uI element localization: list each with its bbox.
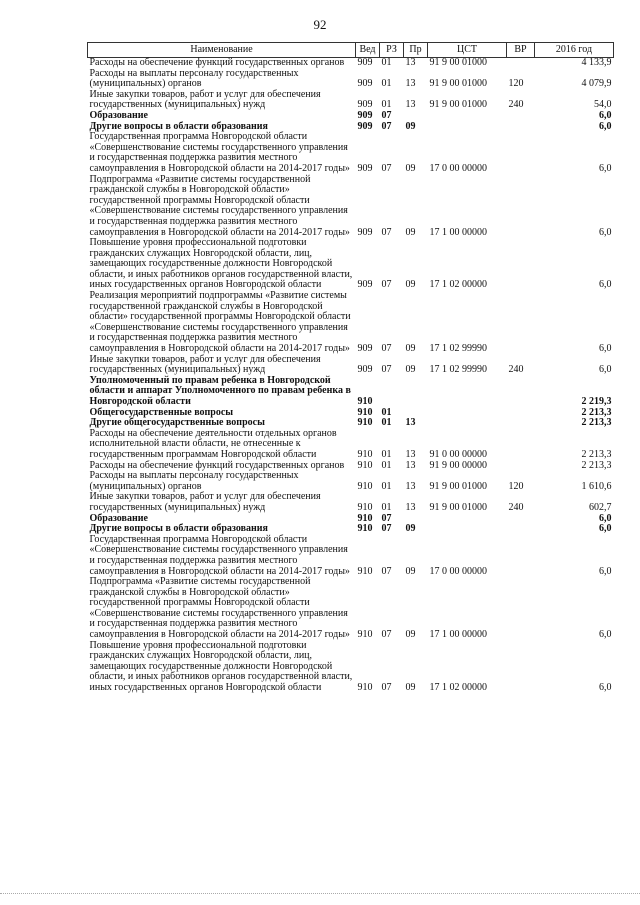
row-amount: 2 213,3 bbox=[581, 406, 612, 418]
row-cst bbox=[428, 376, 507, 408]
table-row bbox=[88, 492, 614, 513]
row-rz: 01 bbox=[381, 417, 392, 429]
row-vr bbox=[507, 641, 535, 694]
row-name: Другие общегосударственные вопросы bbox=[89, 417, 265, 429]
row-rz: 01 bbox=[381, 480, 392, 492]
row-name: Другие вопросы в области образования bbox=[89, 523, 268, 535]
header-cst: ЦСТ bbox=[428, 43, 507, 58]
table-row bbox=[88, 90, 614, 111]
row-vr bbox=[507, 111, 535, 122]
row-name: Государственная программа Новгородской области «Совершенствование системы государственного управления и государственная поддержка развития местного самоуправления в Новгородской области на 2014-2017 годы» bbox=[89, 131, 350, 174]
row-amount: 6,0 bbox=[599, 364, 612, 376]
row-vr bbox=[507, 535, 535, 577]
table-row bbox=[88, 69, 614, 90]
row-pr: 09 bbox=[405, 682, 416, 694]
row-ved: 909 bbox=[357, 120, 373, 132]
row-vr bbox=[507, 408, 535, 419]
row-rz: 07 bbox=[381, 565, 392, 577]
row-amount: 6,0 bbox=[599, 682, 612, 694]
row-pr: 13 bbox=[405, 417, 416, 429]
row-name: Иные закупки товаров, работ и услуг для обеспечения государственных (муниципальных) нужд bbox=[89, 491, 321, 513]
row-vr bbox=[507, 122, 535, 133]
row-ved: 909 bbox=[357, 162, 373, 174]
row-ved: 910 bbox=[357, 417, 373, 429]
row-amount: 4 133,9 bbox=[581, 57, 612, 68]
row-name: Расходы на обеспечение функций государственных органов bbox=[89, 57, 345, 68]
row-cst: 17 1 02 99990 bbox=[429, 364, 487, 376]
row-name: Расходы на обеспечение функций государственных органов bbox=[89, 459, 345, 471]
row-vr: 240 bbox=[508, 501, 524, 513]
row-vr bbox=[507, 238, 535, 291]
row-cst: 17 1 02 00000 bbox=[429, 279, 487, 291]
row-rz: 07 bbox=[381, 109, 392, 121]
table-row bbox=[88, 291, 614, 355]
row-cst: 17 1 00 00000 bbox=[429, 629, 487, 641]
row-pr: 13 bbox=[405, 78, 416, 90]
row-pr: 09 bbox=[405, 279, 416, 291]
row-amount: 2 213,3 bbox=[581, 417, 612, 429]
row-name: Реализация мероприятий подпрограммы «Развитие системы государственной гражданской службы в Новгородской области» государственной программы Новгородской области «Совершенствование системы государственного управления и государственная поддержка развития местного самоуправления в Новгородской области на 2014-2017 годы» bbox=[89, 290, 351, 355]
row-cst: 17 0 00 00000 bbox=[429, 162, 487, 174]
table-row bbox=[88, 535, 614, 577]
table-row bbox=[88, 132, 614, 174]
row-amount: 6,0 bbox=[599, 523, 612, 535]
row-ved: 909 bbox=[357, 109, 373, 121]
row-rz: 07 bbox=[381, 523, 392, 535]
row-ved: 910 bbox=[357, 501, 373, 513]
header-vr: ВР bbox=[507, 43, 535, 58]
table-row bbox=[88, 429, 614, 461]
row-rz: 07 bbox=[381, 682, 392, 694]
row-pr: 09 bbox=[405, 343, 416, 355]
row-name: Образование bbox=[89, 109, 148, 121]
row-rz: 07 bbox=[381, 279, 392, 291]
row-pr: 13 bbox=[405, 99, 416, 111]
row-amount: 6,0 bbox=[599, 226, 612, 238]
row-name: Другие вопросы в области образования bbox=[89, 120, 268, 132]
row-vr bbox=[507, 58, 535, 69]
row-cst: 91 9 00 01000 bbox=[429, 501, 487, 513]
row-name: Повышение уровня профессиональной подготовки гражданских служащих Новгородской области, лиц, замещающих государственные должности Новгородской области, и иных работников органов государственной власти, иных государственных органов Новгородской области bbox=[89, 237, 353, 291]
row-vr bbox=[507, 524, 535, 535]
row-pr: 09 bbox=[405, 523, 416, 535]
table-body bbox=[88, 58, 614, 694]
row-ved: 910 bbox=[357, 629, 373, 641]
row-vr bbox=[507, 514, 535, 525]
row-amount: 6,0 bbox=[599, 629, 612, 641]
row-pr: 13 bbox=[405, 459, 416, 471]
row-amount: 2 213,3 bbox=[581, 459, 612, 471]
row-cst bbox=[428, 408, 507, 419]
row-vr: 240 bbox=[508, 99, 524, 111]
row-name: Подпрограмма «Развитие системы государственной гражданской службы в Новгородской области» государственной программы Новгородской области «Совершенствование системы государственного управления и государственная поддержка развития местного самоуправления в Новгородской области на 2014-2017 годы» bbox=[89, 576, 350, 641]
row-cst: 91 9 00 01000 bbox=[429, 99, 487, 111]
table-row bbox=[88, 641, 614, 694]
header-pr: Пр bbox=[404, 43, 428, 58]
row-name: Уполномоченный по правам ребенка в Новгородской области и аппарат Уполномоченного по правам ребенка в Новгородской области bbox=[89, 374, 351, 407]
row-vr bbox=[507, 418, 535, 429]
row-cst bbox=[428, 122, 507, 133]
row-pr: 09 bbox=[405, 565, 416, 577]
row-amount: 6,0 bbox=[599, 565, 612, 577]
row-ved: 910 bbox=[357, 448, 373, 460]
row-pr: 13 bbox=[405, 448, 416, 460]
row-rz: 01 bbox=[381, 406, 392, 418]
row-pr bbox=[404, 111, 428, 122]
row-name: Образование bbox=[89, 512, 148, 524]
row-name: Расходы на выплаты персоналу государственных (муниципальных) органов bbox=[89, 67, 299, 90]
row-ved: 909 bbox=[357, 57, 373, 68]
row-amount: 4 079,9 bbox=[581, 78, 612, 90]
page-bottom-edge bbox=[0, 893, 640, 895]
row-pr: 09 bbox=[405, 364, 416, 376]
table-row bbox=[88, 111, 614, 122]
row-ved: 910 bbox=[357, 459, 373, 471]
row-vr bbox=[507, 429, 535, 461]
row-pr: 09 bbox=[405, 162, 416, 174]
table-row bbox=[88, 175, 614, 239]
row-ved: 910 bbox=[357, 565, 373, 577]
table-row bbox=[88, 577, 614, 641]
row-vr bbox=[507, 175, 535, 239]
row-vr bbox=[507, 577, 535, 641]
row-pr: 13 bbox=[405, 501, 416, 513]
row-ved: 909 bbox=[357, 279, 373, 291]
row-ved: 909 bbox=[357, 343, 373, 355]
row-name: Расходы на выплаты персоналу государственных (муниципальных) органов bbox=[89, 470, 299, 492]
row-vr bbox=[507, 291, 535, 355]
table-row bbox=[88, 471, 614, 492]
row-ved: 910 bbox=[357, 512, 373, 524]
row-rz: 01 bbox=[381, 78, 392, 90]
row-amount: 6,0 bbox=[599, 109, 612, 121]
row-ved: 909 bbox=[357, 99, 373, 111]
table-row bbox=[88, 58, 614, 69]
row-ved: 909 bbox=[357, 78, 373, 90]
row-vr: 120 bbox=[508, 480, 524, 492]
row-rz: 01 bbox=[381, 459, 392, 471]
table-row bbox=[88, 376, 614, 408]
row-amount: 1 610,6 bbox=[581, 480, 612, 492]
row-rz: 07 bbox=[381, 364, 392, 376]
row-rz: 07 bbox=[381, 512, 392, 524]
row-pr: 13 bbox=[405, 57, 416, 68]
row-cst: 91 9 00 01000 bbox=[429, 480, 487, 492]
row-ved: 910 bbox=[357, 682, 373, 694]
row-cst: 91 9 00 01000 bbox=[429, 57, 487, 68]
row-cst: 17 1 02 99990 bbox=[429, 343, 487, 355]
row-amount: 6,0 bbox=[599, 162, 612, 174]
row-name: Государственная программа Новгородской области «Совершенствование системы государственного управления и государственная поддержка развития местного самоуправления в Новгородской области на 2014-2017 годы» bbox=[89, 533, 350, 577]
row-cst bbox=[428, 418, 507, 429]
row-pr bbox=[404, 376, 428, 408]
row-amount: 6,0 bbox=[599, 120, 612, 132]
table-header-row bbox=[88, 43, 614, 58]
row-cst bbox=[428, 514, 507, 525]
row-cst: 91 0 00 00000 bbox=[429, 448, 487, 460]
row-pr: 13 bbox=[405, 480, 416, 492]
row-amount: 2 219,3 bbox=[581, 396, 612, 407]
row-vr: 120 bbox=[508, 78, 524, 90]
row-name: Общегосударственные вопросы bbox=[89, 406, 234, 418]
row-name: Иные закупки товаров, работ и услуг для обеспечения государственных (муниципальных) нужд bbox=[89, 88, 321, 111]
row-pr: 09 bbox=[405, 226, 416, 238]
header-rz: РЗ bbox=[380, 43, 404, 58]
row-vr bbox=[507, 376, 535, 408]
row-name: Повышение уровня профессиональной подготовки гражданских служащих Новгородской области, лиц, замещающих государственные должности Новгородской области, и иных работников органов государственной власти, иных государственных органов Новгородской области bbox=[89, 639, 353, 694]
row-pr: 09 bbox=[405, 120, 416, 132]
row-rz: 07 bbox=[381, 120, 392, 132]
header-name: Наименование bbox=[88, 43, 356, 58]
row-rz: 01 bbox=[381, 57, 392, 68]
row-name: Иные закупки товаров, работ и услуг для обеспечения государственных (муниципальных) нужд bbox=[89, 353, 321, 376]
row-ved: 910 bbox=[357, 406, 373, 418]
header-amount: 2016 год bbox=[535, 43, 614, 58]
row-cst: 91 9 00 01000 bbox=[429, 78, 487, 90]
row-pr: 09 bbox=[405, 629, 416, 641]
row-cst: 17 1 02 00000 bbox=[429, 682, 487, 694]
row-cst bbox=[428, 524, 507, 535]
row-vr: 240 bbox=[508, 364, 524, 376]
row-cst: 17 0 00 00000 bbox=[429, 565, 487, 577]
table-row bbox=[88, 355, 614, 376]
row-amount: 6,0 bbox=[599, 343, 612, 355]
row-ved: 910 bbox=[357, 480, 373, 492]
row-ved: 909 bbox=[357, 364, 373, 376]
row-name: Подпрограмма «Развитие системы государственной гражданской службы в Новгородской области» государственной программы Новгородской области «Совершенствование системы государственного управления и государственная поддержка развития местного самоуправления в Новгородской области на 2014-2017 годы» bbox=[89, 173, 350, 238]
row-amount: 54,0 bbox=[594, 99, 612, 111]
row-vr bbox=[507, 132, 535, 174]
row-rz: 01 bbox=[381, 448, 392, 460]
row-ved: 910 bbox=[357, 396, 373, 407]
row-amount: 6,0 bbox=[599, 512, 612, 524]
row-rz: 01 bbox=[381, 99, 392, 111]
table-row bbox=[88, 238, 614, 291]
row-cst: 17 1 00 00000 bbox=[429, 226, 487, 238]
row-rz: 07 bbox=[381, 162, 392, 174]
row-cst bbox=[428, 111, 507, 122]
budget-table bbox=[87, 42, 614, 694]
row-ved: 909 bbox=[357, 226, 373, 238]
row-rz: 07 bbox=[381, 629, 392, 641]
row-amount: 602,7 bbox=[589, 501, 612, 513]
row-name: Расходы на обеспечение деятельности отдельных органов исполнительной власти области, не отнесенные к государственным программам Новгородской области bbox=[89, 427, 337, 460]
row-cst: 91 9 00 00000 bbox=[429, 459, 487, 471]
row-vr bbox=[507, 461, 535, 472]
row-ved: 910 bbox=[357, 523, 373, 535]
row-rz: 07 bbox=[381, 226, 392, 238]
page-number: 92 bbox=[313, 17, 327, 32]
row-amount: 6,0 bbox=[599, 279, 612, 291]
row-rz: 07 bbox=[381, 343, 392, 355]
row-rz bbox=[380, 376, 404, 408]
row-rz: 01 bbox=[381, 501, 392, 513]
header-ved: Вед bbox=[356, 43, 380, 58]
row-amount: 2 213,3 bbox=[581, 448, 612, 460]
